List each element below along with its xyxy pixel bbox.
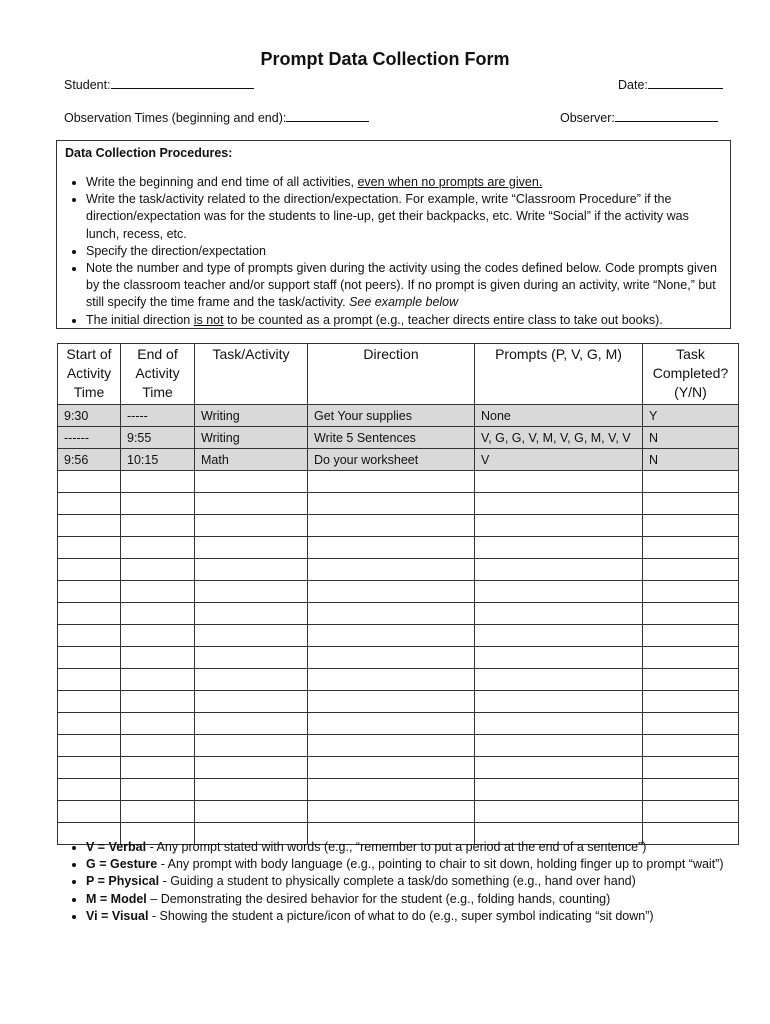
code-description: Any prompt with body language (e.g., pointing to chair to sit down, holding finger up to prompt “wait”) [167,857,724,872]
procedure-italic: See example below [349,295,459,310]
cell-prompts-blank[interactable] [475,537,643,559]
cell-direction-blank[interactable] [308,537,475,559]
cell-direction-blank[interactable] [308,581,475,603]
observer-field[interactable] [560,109,718,125]
cell-prompts-blank[interactable] [475,603,643,625]
cell-end-time-blank[interactable] [121,493,195,515]
form-title: Prompt Data Collection Form [260,49,510,69]
header-task-activity: Task/Activity [195,344,308,405]
cell-task-completed-blank[interactable] [643,603,739,625]
cell-end-time[interactable]: ----- [121,405,195,427]
cell-task-completed-blank[interactable] [643,515,739,537]
cell-task-completed-blank[interactable] [643,625,739,647]
procedures-list [57,174,732,329]
cell-direction-blank[interactable] [308,493,475,515]
date-field[interactable] [618,76,723,92]
cell-end-time-blank[interactable] [121,779,195,801]
cell-task-activity-blank[interactable] [195,515,308,537]
cell-task-completed-blank[interactable] [643,581,739,603]
cell-end-time-blank[interactable] [121,757,195,779]
cell-task-activity-blank[interactable] [195,801,308,823]
cell-direction[interactable]: Write 5 Sentences [308,427,475,449]
code-item [86,856,760,873]
table-row-empty [58,537,739,559]
cell-task-completed-blank[interactable] [643,493,739,515]
observation-times-blank[interactable] [286,109,369,122]
cell-end-time-blank[interactable] [121,713,195,735]
observer-label: Observer: [560,111,615,125]
cell-task-activity[interactable]: Math [195,449,308,471]
table-row-empty [58,493,739,515]
table-row [58,427,739,449]
cell-end-time-blank[interactable] [121,581,195,603]
cell-task-completed-blank[interactable] [643,537,739,559]
cell-direction-blank[interactable] [308,669,475,691]
cell-prompts-blank[interactable] [475,515,643,537]
code-item [86,891,760,908]
cell-start-time[interactable]: 9:30 [58,405,121,427]
cell-start-time-blank[interactable] [58,515,121,537]
cell-direction-blank[interactable] [308,735,475,757]
cell-end-time-blank[interactable] [121,691,195,713]
cell-direction-blank[interactable] [308,757,475,779]
cell-direction-blank[interactable] [308,625,475,647]
cell-task-completed-blank[interactable] [643,735,739,757]
code-item [86,873,760,890]
student-label: Student: [64,78,111,92]
cell-task-activity[interactable]: Writing [195,405,308,427]
cell-start-time-blank[interactable] [58,691,121,713]
code-item [86,839,760,856]
header-end-time: End of Activity Time [121,344,195,405]
cell-end-time-blank[interactable] [121,537,195,559]
procedures-heading: Data Collection Procedures: [65,146,233,160]
student-field[interactable] [64,76,254,92]
table-row-empty [58,625,739,647]
cell-end-time-blank[interactable] [121,471,195,493]
code-description: Guiding a student to physically complete a task/do something (e.g., hand over hand) [170,874,636,889]
cell-task-activity-blank[interactable] [195,735,308,757]
code-term: M = Model [86,891,147,906]
cell-task-completed[interactable]: N [643,427,739,449]
code-term: V = Verbal [86,840,147,854]
cell-end-time-blank[interactable] [121,625,195,647]
prompt-codes-list [0,839,770,925]
cell-prompts-blank[interactable] [475,493,643,515]
cell-task-activity-blank[interactable] [195,691,308,713]
code-term: P = Physical [86,874,160,889]
cell-start-time-blank[interactable] [58,669,121,691]
cell-prompts-blank[interactable] [475,735,643,757]
cell-prompts-blank[interactable] [475,713,643,735]
table-row-empty [58,691,739,713]
date-blank[interactable] [648,76,723,89]
procedure-item [86,174,722,191]
cell-task-activity-blank[interactable] [195,537,308,559]
cell-prompts-blank[interactable] [475,471,643,493]
code-item [86,908,760,925]
table-row-empty [58,603,739,625]
cell-task-activity-blank[interactable] [195,625,308,647]
cell-task-completed-blank[interactable] [643,647,739,669]
cell-start-time-blank[interactable] [58,493,121,515]
cell-prompts[interactable]: None [475,405,643,427]
table-row-empty [58,779,739,801]
cell-task-completed-blank[interactable] [643,757,739,779]
cell-prompts-blank[interactable] [475,801,643,823]
code-description: Any prompt stated with words (e.g., “remember to put a period at the end of a sentence”) [156,840,647,854]
table-row-empty [58,669,739,691]
code-description: Showing the student a picture/icon of what to do (e.g., super symbol indicating “sit down”) [159,908,654,923]
cell-direction-blank[interactable] [308,559,475,581]
cell-start-time-blank[interactable] [58,779,121,801]
cell-direction-blank[interactable] [308,691,475,713]
observation-times-field[interactable] [64,109,369,125]
cell-task-completed-blank[interactable] [643,559,739,581]
procedure-underlined: even when no prompts are given. [357,175,543,189]
cell-task-activity-blank[interactable] [195,471,308,493]
cell-prompts-blank[interactable] [475,625,643,647]
student-blank[interactable] [111,76,254,89]
cell-start-time[interactable]: 9:56 [58,449,121,471]
code-separator: - [148,908,160,923]
cell-task-activity[interactable]: Writing [195,427,308,449]
table-row-empty [58,713,739,735]
table-row-empty [58,647,739,669]
cell-start-time-blank[interactable] [58,647,121,669]
observation-times-label: Observation Times (beginning and end): [64,111,287,125]
cell-task-completed-blank[interactable] [643,691,739,713]
observer-blank[interactable] [615,109,718,122]
code-separator: - [159,874,171,889]
cell-task-completed[interactable]: N [643,449,739,471]
cell-prompts[interactable]: V [475,449,643,471]
cell-prompts-blank[interactable] [475,647,643,669]
table-row-empty [58,581,739,603]
cell-end-time[interactable]: 9:55 [121,427,195,449]
header-start-time: Start of Activity Time [58,344,121,405]
cell-task-activity-blank[interactable] [195,779,308,801]
cell-direction-blank[interactable] [308,471,475,493]
cell-start-time-blank[interactable] [58,735,121,757]
cell-prompts-blank[interactable] [475,581,643,603]
cell-direction-blank[interactable] [308,603,475,625]
procedure-text: Write the task/activity related to the direction/expectation. For example, write “Classroom Procedure” if the direction/expectation was for the students to line-up, get their backpacks, etc. Write “Social” if the activity was lunch, recess, etc. [86,192,689,241]
cell-task-activity-blank[interactable] [195,559,308,581]
table-row-empty [58,735,739,757]
cell-end-time-blank[interactable] [121,603,195,625]
procedure-item [86,260,722,312]
cell-start-time-blank[interactable] [58,757,121,779]
cell-end-time-blank[interactable] [121,515,195,537]
cell-task-completed-blank[interactable] [643,779,739,801]
code-term: G = Gesture [86,857,158,872]
table-row-empty [58,559,739,581]
code-description: Demonstrating the desired behavior for the student (e.g., folding hands, counting) [160,891,611,906]
cell-direction-blank[interactable] [308,779,475,801]
table-row-empty [58,801,739,823]
date-label: Date: [618,78,648,92]
procedure-item [86,243,722,260]
procedure-text: Write the beginning and end time of all activities, [86,175,358,189]
cell-task-activity-blank[interactable] [195,581,308,603]
procedure-text: to be counted as a prompt (e.g., teacher directs entire class to take out books). [223,312,663,327]
procedure-text: Note the number and type of prompts given during the activity using the codes defined below. Code prompts given by the classroom teacher and/or support staff (not peers). If no prompt is given during an activity, write “None,” but still specify the time frame and the task/activity. [86,261,717,310]
procedure-underlined: is not [193,312,224,327]
cell-start-time-blank[interactable] [58,559,121,581]
cell-task-completed[interactable]: Y [643,405,739,427]
header-direction: Direction [308,344,475,405]
table-row [58,405,739,427]
cell-task-activity-blank[interactable] [195,669,308,691]
table-row-empty [58,471,739,493]
cell-start-time-blank[interactable] [58,625,121,647]
cell-start-time-blank[interactable] [58,713,121,735]
procedure-text: The initial direction [86,312,194,327]
cell-start-time-blank[interactable] [58,581,121,603]
cell-start-time-blank[interactable] [58,603,121,625]
procedure-text: Specify the direction/expectation [86,243,266,258]
cell-prompts-blank[interactable] [475,757,643,779]
header-task-completed: Task Completed? (Y/N) [643,344,739,405]
cell-prompts-blank[interactable] [475,669,643,691]
cell-task-activity-blank[interactable] [195,603,308,625]
cell-direction-blank[interactable] [308,515,475,537]
cell-task-completed-blank[interactable] [643,713,739,735]
cell-start-time-blank[interactable] [58,801,121,823]
cell-task-activity-blank[interactable] [195,647,308,669]
cell-start-time-blank[interactable] [58,471,121,493]
code-separator: – [146,891,161,906]
cell-task-completed-blank[interactable] [643,669,739,691]
cell-task-activity-blank[interactable] [195,493,308,515]
cell-prompts-blank[interactable] [475,691,643,713]
cell-task-activity-blank[interactable] [195,757,308,779]
cell-end-time-blank[interactable] [121,735,195,757]
cell-direction[interactable]: Do your worksheet [308,449,475,471]
procedure-item [86,312,722,329]
code-term: Vi = Visual [86,908,149,923]
cell-direction-blank[interactable] [308,713,475,735]
table-header-row [58,344,739,405]
cell-prompts-blank[interactable] [475,779,643,801]
cell-task-completed-blank[interactable] [643,471,739,493]
cell-end-time-blank[interactable] [121,801,195,823]
procedures-box [56,140,731,329]
cell-direction-blank[interactable] [308,801,475,823]
cell-direction[interactable]: Get Your supplies [308,405,475,427]
table-row-empty [58,515,739,537]
table-row [58,449,739,471]
cell-end-time-blank[interactable] [121,559,195,581]
code-separator: - [146,840,157,854]
cell-task-completed-blank[interactable] [643,801,739,823]
table-row-empty [58,757,739,779]
cell-direction-blank[interactable] [308,647,475,669]
cell-end-time-blank[interactable] [121,669,195,691]
header-prompts: Prompts (P, V, G, M) [475,344,643,405]
cell-end-time-blank[interactable] [121,647,195,669]
cell-prompts-blank[interactable] [475,559,643,581]
prompt-data-table [57,343,739,845]
code-separator: - [157,857,168,872]
cell-end-time[interactable]: 10:15 [121,449,195,471]
cell-prompts[interactable]: V, G, G, V, M, V, G, M, V, V [475,427,643,449]
cell-start-time[interactable]: ------ [58,427,121,449]
cell-task-activity-blank[interactable] [195,713,308,735]
procedure-item [86,191,722,243]
cell-start-time-blank[interactable] [58,537,121,559]
